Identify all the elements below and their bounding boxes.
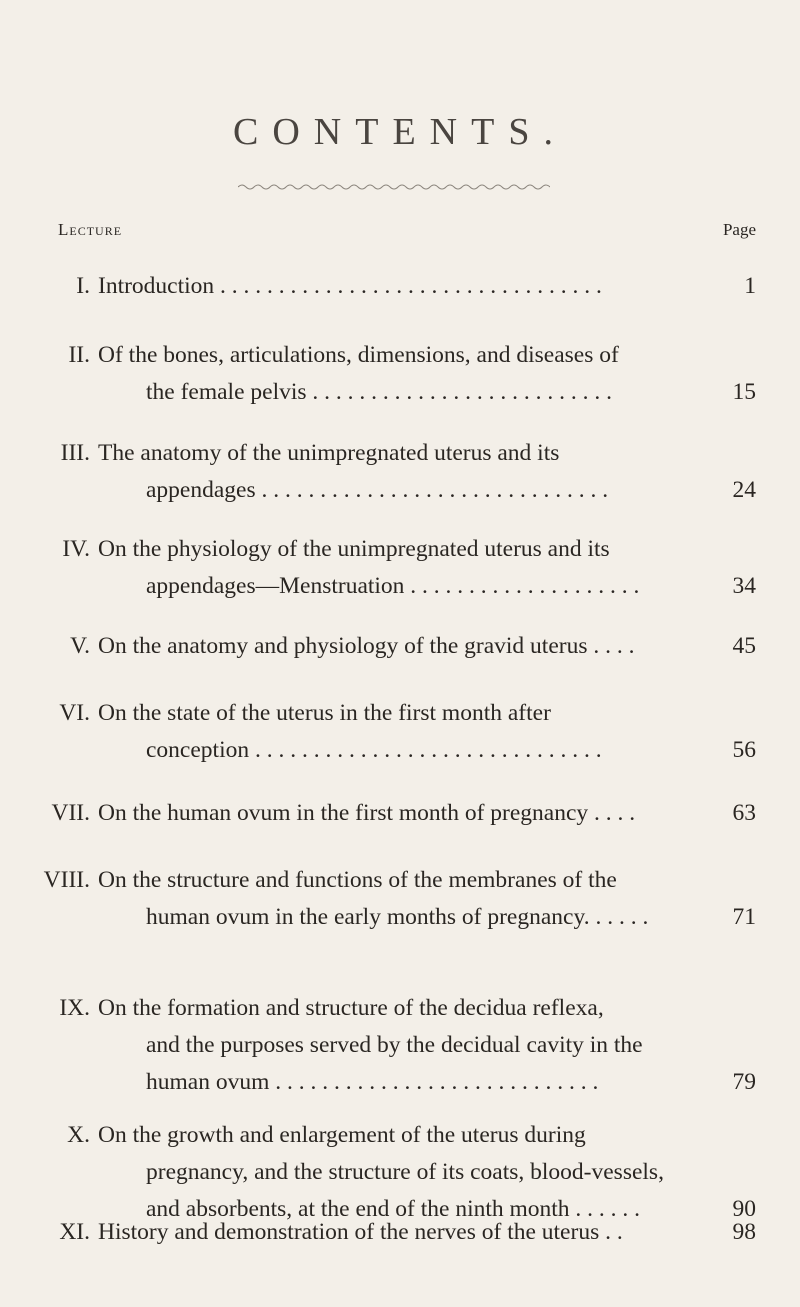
- page-title: CONTENTS.: [233, 111, 567, 153]
- title-line: On the growth and enlargement of the uterus during: [98, 1122, 586, 1148]
- title-line: History and demonstration of the nerves of the uterus . .: [98, 1219, 623, 1245]
- lecture-title: [98, 695, 674, 769]
- page-number: 90: [732, 1196, 756, 1222]
- page-number: 24: [732, 477, 756, 503]
- lecture-title: [98, 268, 674, 305]
- title-line: Of the bones, articulations, dimensions, and diseases of: [98, 342, 619, 368]
- lecture-title: [98, 337, 674, 411]
- title-line: and absorbents, at the end of the ninth month . . . . . .: [146, 1196, 641, 1222]
- title-line: On the formation and structure of the decidua reflexa,: [98, 995, 604, 1021]
- page-number: 34: [732, 573, 756, 599]
- lecture-title: [98, 435, 674, 509]
- lecture-number: XI.: [59, 1219, 90, 1245]
- title-line: human ovum in the early months of pregnancy. . . . . .: [146, 904, 649, 930]
- lecture-number: V.: [70, 633, 90, 659]
- lecture-number: II.: [68, 342, 90, 368]
- lecture-number: VII.: [51, 800, 90, 826]
- page-number: 45: [732, 633, 756, 659]
- title-line: the female pelvis . . . . . . . . . . . . . . . . . . . . . . . . . .: [146, 379, 613, 405]
- lecture-number: X.: [67, 1122, 90, 1148]
- lecture-title: [98, 531, 674, 605]
- title-line: On the human ovum in the first month of pregnancy . . . .: [98, 800, 636, 826]
- lecture-title: [98, 1214, 674, 1251]
- title-line: Introduction . . . . . . . . . . . . . . . . . . . . . . . . . . . . . . . . .: [98, 273, 602, 299]
- lecture-number: I.: [76, 273, 90, 299]
- title-line: appendages—Menstruation . . . . . . . . . . . . . . . . . . . .: [146, 573, 640, 599]
- page-column-header: Page: [722, 220, 756, 239]
- lecture-number: IX.: [59, 995, 90, 1021]
- lecture-number: VI.: [59, 700, 90, 726]
- page-number: 98: [732, 1219, 756, 1245]
- lecture-title: [98, 1117, 674, 1228]
- page-number: 63: [732, 800, 756, 826]
- title-line: On the state of the uterus in the first month after: [98, 700, 551, 726]
- title-line: The anatomy of the unimpregnated uterus and its: [98, 440, 560, 466]
- lecture-column-header: Lecture: [58, 220, 123, 239]
- title-line: human ovum . . . . . . . . . . . . . . . . . . . . . . . . . . . .: [146, 1069, 599, 1095]
- title-line: On the structure and functions of the membranes of the: [98, 867, 617, 893]
- lecture-number: III.: [60, 440, 90, 466]
- title-line: On the physiology of the unimpregnated uterus and its: [98, 536, 610, 562]
- lecture-number: VIII.: [43, 867, 90, 893]
- lecture-title: [98, 862, 674, 936]
- page-number: 56: [732, 737, 756, 763]
- page-number: 15: [732, 379, 756, 405]
- title-line: On the anatomy and physiology of the gravid uterus . . . .: [98, 633, 635, 659]
- page-number: 71: [732, 904, 756, 930]
- decorative-rule: [238, 182, 550, 192]
- page-number: 1: [744, 273, 756, 299]
- title-line: appendages . . . . . . . . . . . . . . . . . . . . . . . . . . . . . .: [146, 477, 609, 503]
- page-number: 79: [732, 1069, 756, 1095]
- lecture-title: [98, 628, 674, 665]
- title-line: pregnancy, and the structure of its coats, blood-vessels,: [146, 1159, 664, 1185]
- lecture-title: [98, 990, 674, 1101]
- title-line: and the purposes served by the decidual cavity in the: [146, 1032, 643, 1058]
- lecture-title: [98, 795, 674, 832]
- lecture-number: IV.: [62, 536, 90, 562]
- title-line: conception . . . . . . . . . . . . . . . . . . . . . . . . . . . . . .: [146, 737, 602, 763]
